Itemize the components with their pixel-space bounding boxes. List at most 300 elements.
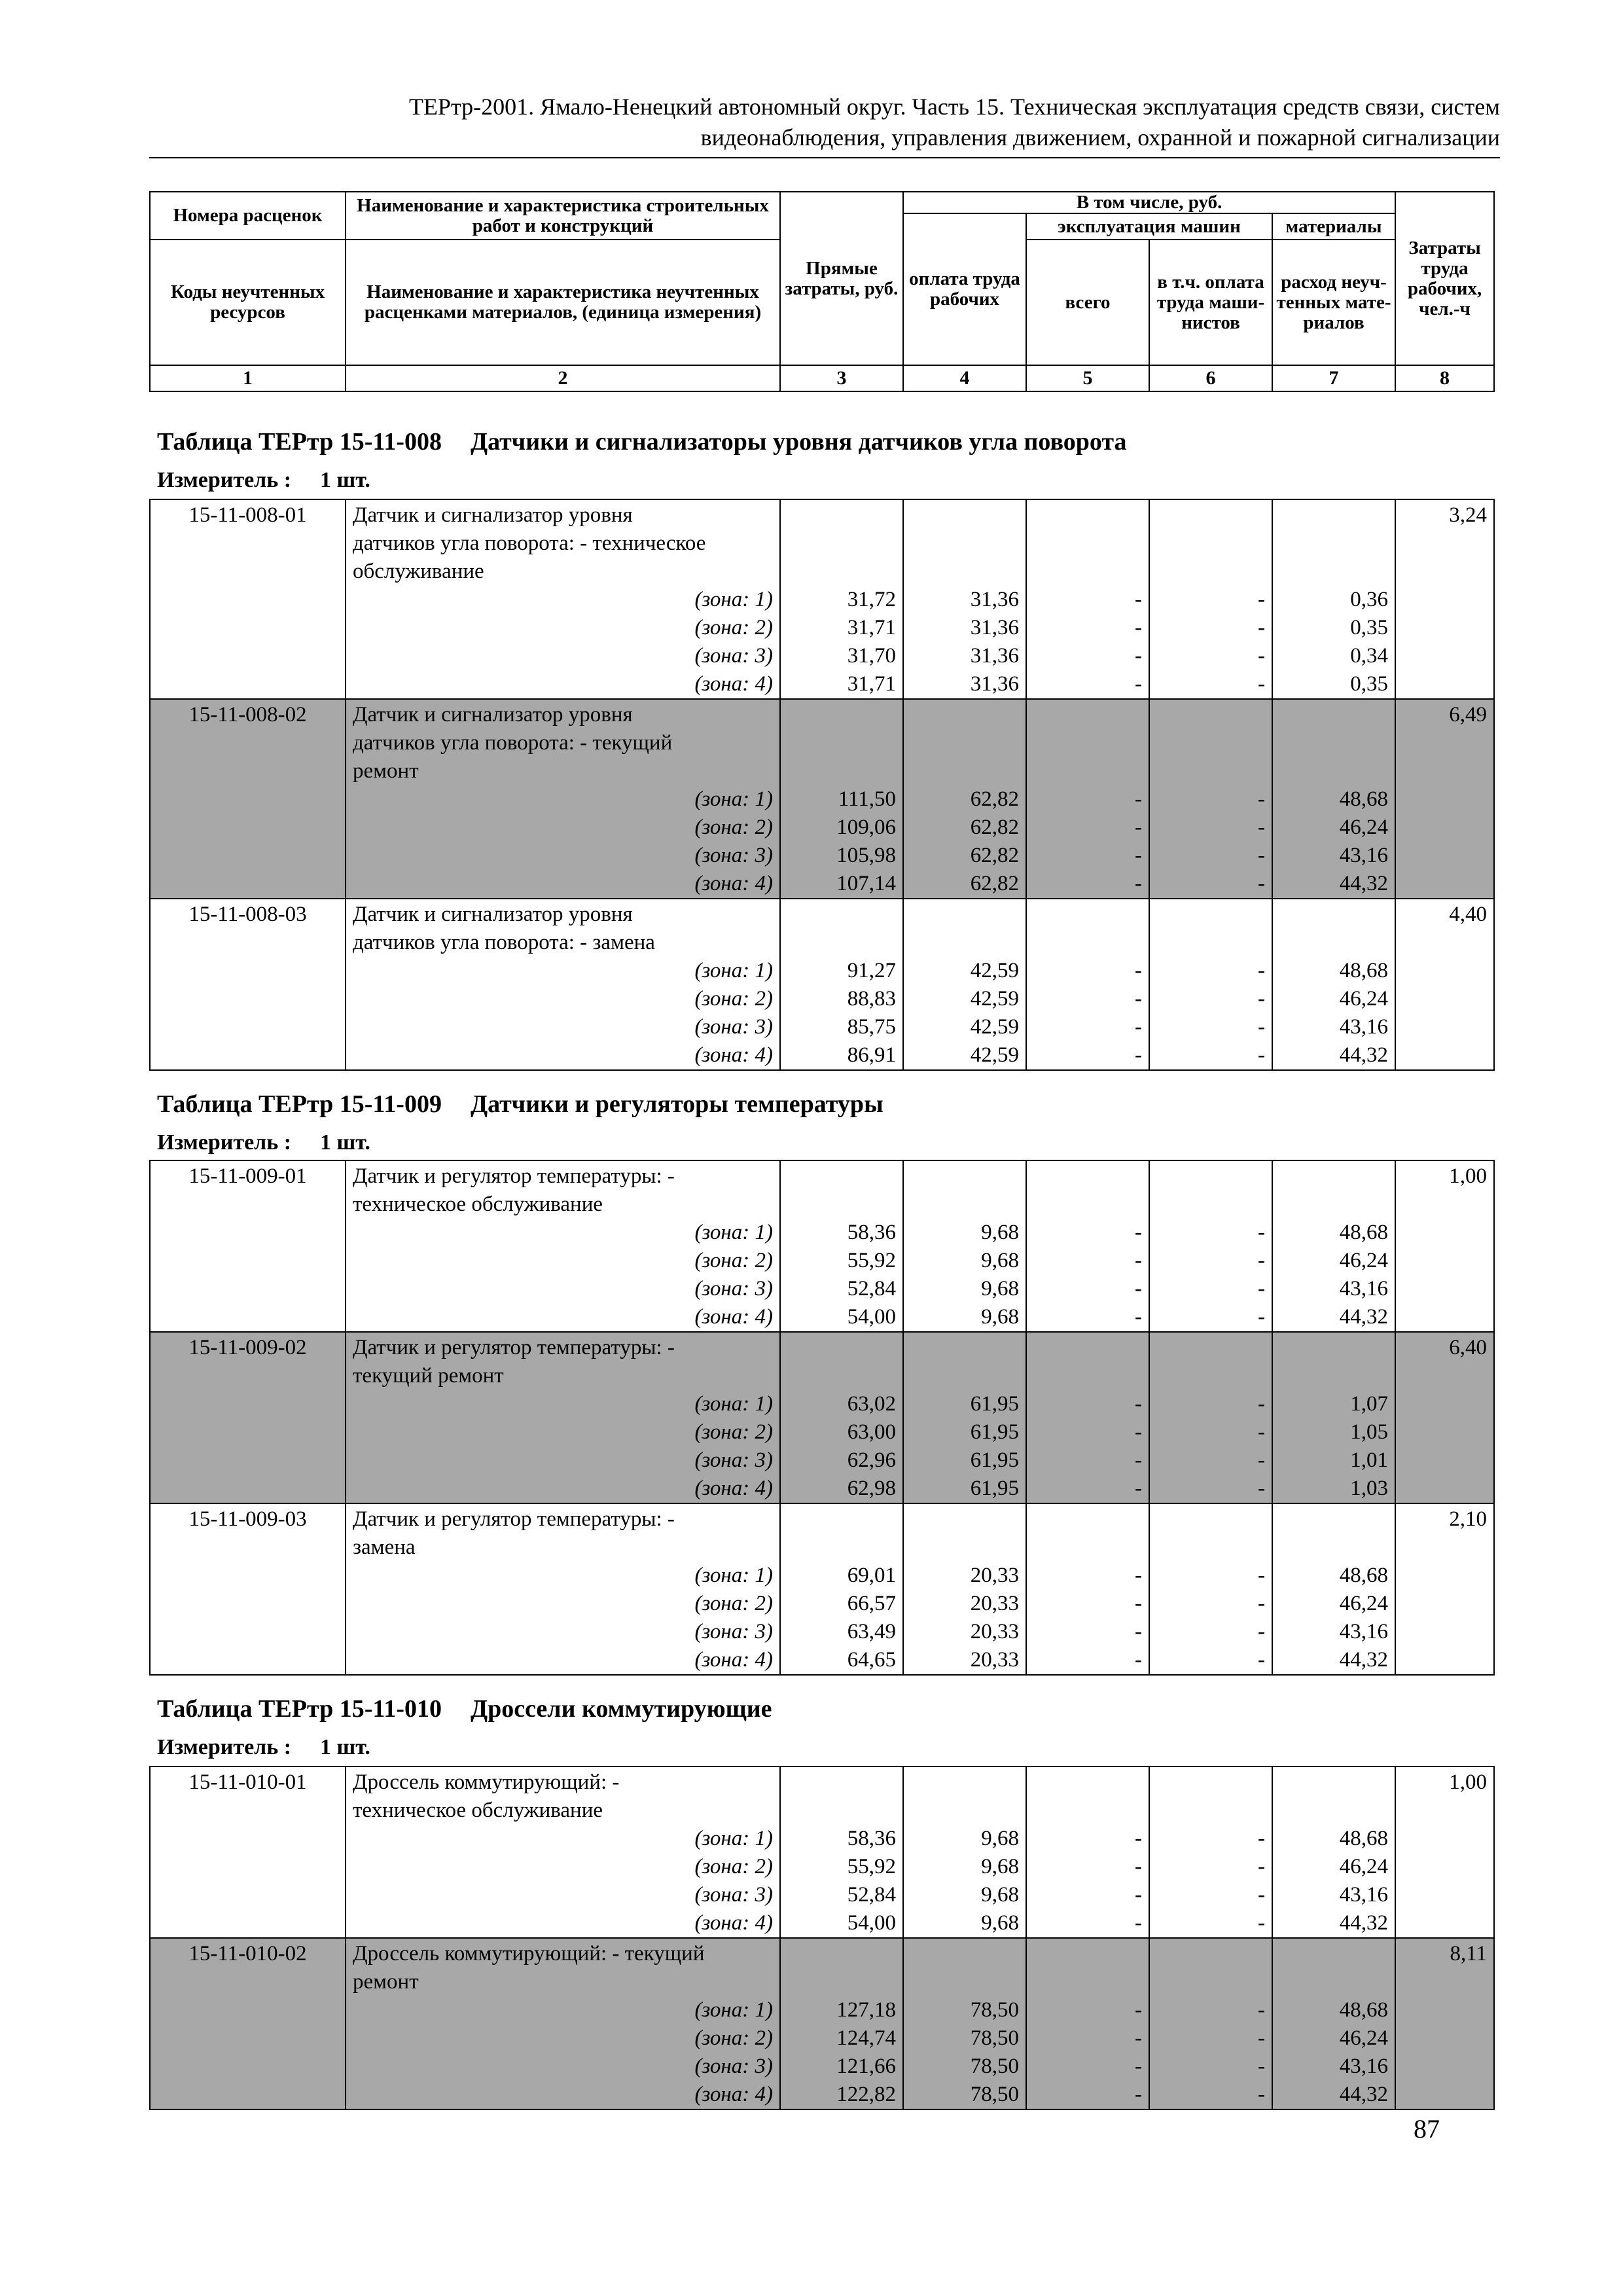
machines-total-cell <box>1026 699 1149 899</box>
labor-cost: 1,00 <box>1449 1770 1487 1794</box>
worker-wages: 62,82 <box>970 844 1019 867</box>
worker-wages: 78,50 <box>970 1998 1019 2022</box>
table-row <box>150 499 1494 699</box>
materials-cost: 0,36 <box>1350 588 1388 611</box>
machines-total: - <box>1135 1592 1142 1615</box>
materials-cost-cell <box>1272 1767 1395 1938</box>
machinist-wages: - <box>1258 1392 1265 1416</box>
materials-cost: 44,32 <box>1339 872 1388 895</box>
rate-name-line: датчиков угла поворота: - текущий <box>353 731 673 755</box>
materials-cost-cell <box>1272 1938 1395 2109</box>
zone-label: (зона: 2) <box>694 1592 773 1615</box>
materials-cost: 44,32 <box>1339 1043 1388 1067</box>
zone-label: (зона: 1) <box>694 1998 773 2022</box>
col-1-bottom: Коды неучтенных ресурсов <box>150 240 346 365</box>
col-6-header: в т.ч. оплата труда маши-нистов <box>1149 240 1272 365</box>
direct-cost: 31,71 <box>847 616 896 639</box>
zone-label: (зона: 4) <box>694 1305 773 1329</box>
direct-cost: 121,66 <box>836 2054 896 2078</box>
rate-code-cell <box>150 1503 346 1675</box>
machines-total: - <box>1135 644 1142 668</box>
materials-cost: 1,05 <box>1350 1420 1388 1444</box>
measure-label: Измеритель : <box>157 1735 292 1759</box>
materials-cost: 1,01 <box>1350 1448 1388 1472</box>
machinist-wages-cell <box>1149 499 1272 699</box>
labor-cost-cell <box>1395 1767 1494 1938</box>
labor-cost-cell <box>1395 1503 1494 1675</box>
col-incl-header: В том числе, руб. <box>903 192 1395 213</box>
labor-cost: 8,11 <box>1450 1942 1487 1965</box>
machinist-wages: - <box>1258 1305 1265 1329</box>
worker-wages: 61,95 <box>970 1420 1019 1444</box>
machinist-wages: - <box>1258 1592 1265 1615</box>
materials-cost: 43,16 <box>1339 1277 1388 1300</box>
labor-cost-cell <box>1395 699 1494 899</box>
direct-cost: 63,00 <box>847 1420 896 1444</box>
worker-wages: 42,59 <box>970 1043 1019 1067</box>
col-num-1: 1 <box>150 365 346 391</box>
machines-total: - <box>1135 1998 1142 2022</box>
machinist-wages: - <box>1258 1221 1265 1244</box>
labor-cost: 3,24 <box>1449 503 1487 527</box>
machines-total: - <box>1135 2026 1142 2050</box>
measure-line <box>157 467 370 493</box>
zone-label: (зона: 3) <box>694 1277 773 1300</box>
worker-wages-cell <box>903 899 1026 1070</box>
measure-unit: 1 шт. <box>320 468 370 492</box>
machinist-wages-cell <box>1149 1767 1272 1938</box>
zone-label: (зона: 1) <box>694 1221 773 1244</box>
machinist-wages: - <box>1258 2083 1265 2106</box>
machines-total: - <box>1135 1477 1142 1500</box>
table-row <box>150 1938 1494 2109</box>
machinist-wages: - <box>1258 1477 1265 1500</box>
rates-table <box>149 1766 1495 2110</box>
direct-cost: 69,01 <box>847 1564 896 1587</box>
machinist-wages: - <box>1258 1420 1265 1444</box>
worker-wages: 9,68 <box>981 1855 1019 1878</box>
rate-name-cell <box>346 499 780 699</box>
machinist-wages: - <box>1258 1827 1265 1850</box>
zone-label: (зона: 4) <box>694 672 773 696</box>
materials-cost: 43,16 <box>1339 1620 1388 1643</box>
direct-cost: 62,98 <box>847 1477 896 1500</box>
worker-wages: 31,36 <box>970 616 1019 639</box>
col-2-top: Наименование и характеристика строительных работ и конструкций <box>346 192 780 240</box>
running-header <box>149 92 1500 153</box>
table-name: Датчики и регуляторы температуры <box>470 1090 883 1118</box>
worker-wages: 31,36 <box>970 672 1019 696</box>
zone-label: (зона: 4) <box>694 2083 773 2106</box>
rate-code-cell <box>150 499 346 699</box>
machines-total: - <box>1135 1564 1142 1587</box>
worker-wages: 62,82 <box>970 787 1019 811</box>
table-row <box>150 1332 1494 1503</box>
labor-cost: 4,40 <box>1449 903 1487 926</box>
labor-cost: 6,40 <box>1449 1336 1487 1359</box>
zone-label: (зона: 2) <box>694 616 773 639</box>
direct-cost: 31,70 <box>847 644 896 668</box>
machines-total: - <box>1135 1392 1142 1416</box>
machines-total-cell <box>1026 1767 1149 1938</box>
worker-wages: 61,95 <box>970 1392 1019 1416</box>
zone-label: (зона: 2) <box>694 1420 773 1444</box>
measure-label: Измеритель : <box>157 1130 292 1155</box>
worker-wages: 20,33 <box>970 1648 1019 1672</box>
materials-cost: 43,16 <box>1339 1015 1388 1039</box>
header-line-2: видеонаблюдения, управления движением, охранной и пожарной сигнализации <box>700 124 1500 151</box>
materials-cost: 48,68 <box>1339 1221 1388 1244</box>
worker-wages-cell <box>903 1160 1026 1332</box>
machines-total: - <box>1135 672 1142 696</box>
rate-code-cell <box>150 1160 346 1332</box>
table-row <box>150 1160 1494 1332</box>
machines-total-cell <box>1026 899 1149 1070</box>
worker-wages: 9,68 <box>981 1221 1019 1244</box>
worker-wages: 20,33 <box>970 1592 1019 1615</box>
machinist-wages: - <box>1258 1648 1265 1672</box>
materials-cost: 48,68 <box>1339 1998 1388 2022</box>
materials-cost-cell <box>1272 1160 1395 1332</box>
labor-cost-cell <box>1395 1160 1494 1332</box>
machines-total: - <box>1135 616 1142 639</box>
materials-cost: 44,32 <box>1339 2083 1388 2106</box>
table-row <box>150 699 1494 899</box>
machinist-wages: - <box>1258 1883 1265 1907</box>
materials-cost: 1,03 <box>1350 1477 1388 1500</box>
machinist-wages: - <box>1258 672 1265 696</box>
measure-line <box>157 1734 370 1761</box>
table-row <box>150 1767 1494 1938</box>
rate-name-cell <box>346 1160 780 1332</box>
machines-total: - <box>1135 1420 1142 1444</box>
rate-name-line: Датчик и регулятор температуры: - <box>353 1164 675 1188</box>
materials-cost: 44,32 <box>1339 1305 1388 1329</box>
materials-cost-cell <box>1272 1332 1395 1503</box>
measure-label: Измеритель : <box>157 468 292 492</box>
materials-cost-cell <box>1272 899 1395 1070</box>
machinist-wages: - <box>1258 816 1265 839</box>
direct-cost: 105,98 <box>836 844 896 867</box>
worker-wages-cell <box>903 1332 1026 1503</box>
zone-label: (зона: 1) <box>694 1827 773 1850</box>
worker-wages: 78,50 <box>970 2026 1019 2050</box>
col-num-7: 7 <box>1272 365 1395 391</box>
machines-total: - <box>1135 588 1142 611</box>
materials-cost-cell <box>1272 499 1395 699</box>
page-number: 87 <box>1414 2114 1440 2144</box>
direct-cost: 111,50 <box>838 787 896 811</box>
header-rule <box>149 157 1500 158</box>
column-header-table <box>149 191 1495 392</box>
worker-wages: 31,36 <box>970 644 1019 668</box>
machines-total: - <box>1135 2083 1142 2106</box>
zone-label: (зона: 4) <box>694 1911 773 1935</box>
table-name: Дроссели коммутирующие <box>470 1695 772 1723</box>
machinist-wages: - <box>1258 1911 1265 1935</box>
machines-total: - <box>1135 1855 1142 1878</box>
materials-cost: 1,07 <box>1350 1392 1388 1416</box>
direct-cost: 62,96 <box>847 1448 896 1472</box>
materials-cost: 44,32 <box>1339 1911 1388 1935</box>
materials-cost: 43,16 <box>1339 2054 1388 2078</box>
direct-cost: 85,75 <box>847 1015 896 1039</box>
direct-cost: 31,72 <box>847 588 896 611</box>
col-num-4: 4 <box>903 365 1026 391</box>
direct-cost: 58,36 <box>847 1827 896 1850</box>
machines-total: - <box>1135 1277 1142 1300</box>
zone-label: (зона: 2) <box>694 816 773 839</box>
direct-cost: 52,84 <box>847 1277 896 1300</box>
rate-name-cell <box>346 1503 780 1675</box>
rate-code: 15-11-008-02 <box>188 703 307 726</box>
materials-cost: 48,68 <box>1339 1827 1388 1850</box>
measure-unit: 1 шт. <box>320 1130 370 1155</box>
zone-label: (зона: 3) <box>694 2054 773 2078</box>
machines-total-cell <box>1026 1160 1149 1332</box>
machines-total-cell <box>1026 1332 1149 1503</box>
worker-wages: 9,68 <box>981 1277 1019 1300</box>
rate-code-cell <box>150 899 346 1070</box>
worker-wages: 42,59 <box>970 1015 1019 1039</box>
table-row <box>150 1503 1494 1675</box>
materials-cost: 0,35 <box>1350 672 1388 696</box>
machines-total: - <box>1135 872 1142 895</box>
rate-name-line: ремонт <box>353 759 419 783</box>
rate-code: 15-11-009-03 <box>188 1507 307 1531</box>
materials-cost: 43,16 <box>1339 844 1388 867</box>
table-id: Таблица ТЕРтр 15-11-010 <box>157 1695 442 1723</box>
direct-cost: 55,92 <box>847 1249 896 1272</box>
rate-name-cell <box>346 1767 780 1938</box>
machines-total-cell <box>1026 1503 1149 1675</box>
col-num-2: 2 <box>346 365 780 391</box>
rate-name-line: техническое обслуживание <box>353 1799 603 1822</box>
direct-cost: 31,71 <box>847 672 896 696</box>
direct-cost: 107,14 <box>836 872 896 895</box>
direct-cost: 52,84 <box>847 1883 896 1907</box>
worker-wages: 61,95 <box>970 1448 1019 1472</box>
zone-label: (зона: 4) <box>694 1477 773 1500</box>
rate-code: 15-11-009-02 <box>188 1336 307 1359</box>
rate-code-cell <box>150 1938 346 2109</box>
worker-wages: 42,59 <box>970 987 1019 1011</box>
machines-total: - <box>1135 987 1142 1011</box>
direct-cost: 109,06 <box>836 816 896 839</box>
worker-wages: 9,68 <box>981 1305 1019 1329</box>
machinist-wages-cell <box>1149 1503 1272 1675</box>
direct-cost: 86,91 <box>847 1043 896 1067</box>
machinist-wages: - <box>1258 616 1265 639</box>
machinist-wages: - <box>1258 1277 1265 1300</box>
machines-total-cell <box>1026 1938 1149 2109</box>
worker-wages: 42,59 <box>970 959 1019 982</box>
worker-wages-cell <box>903 699 1026 899</box>
zone-label: (зона: 2) <box>694 2026 773 2050</box>
direct-cost-cell <box>780 1160 903 1332</box>
zone-label: (зона: 1) <box>694 588 773 611</box>
rate-name-line: Дроссель коммутирующий: - текущий <box>353 1942 705 1965</box>
machinist-wages: - <box>1258 844 1265 867</box>
zone-label: (зона: 1) <box>694 1392 773 1416</box>
materials-cost: 46,24 <box>1339 1592 1388 1615</box>
rate-name-cell <box>346 1332 780 1503</box>
machinist-wages: - <box>1258 2054 1265 2078</box>
direct-cost-cell <box>780 1767 903 1938</box>
machinist-wages: - <box>1258 2026 1265 2050</box>
zone-label: (зона: 3) <box>694 644 773 668</box>
measure-line <box>157 1130 370 1156</box>
rate-name-line: Датчик и регулятор температуры: - <box>353 1336 675 1359</box>
rate-name-line: Датчик и сигнализатор уровня <box>353 503 633 527</box>
worker-wages: 61,95 <box>970 1477 1019 1500</box>
direct-cost: 54,00 <box>847 1911 896 1935</box>
materials-cost: 46,24 <box>1339 987 1388 1011</box>
materials-cost-cell <box>1272 1503 1395 1675</box>
machinist-wages: - <box>1258 1855 1265 1878</box>
rate-name-line: ремонт <box>353 1970 419 1994</box>
zone-label: (зона: 3) <box>694 844 773 867</box>
table-name: Датчики и сигнализаторы уровня датчиков угла поворота <box>470 428 1127 456</box>
zone-label: (зона: 4) <box>694 872 773 895</box>
worker-wages-cell <box>903 1767 1026 1938</box>
rate-code-cell <box>150 699 346 899</box>
direct-cost: 66,57 <box>847 1592 896 1615</box>
direct-cost: 122,82 <box>836 2083 896 2106</box>
machines-total: - <box>1135 844 1142 867</box>
zone-label: (зона: 3) <box>694 1448 773 1472</box>
machines-total: - <box>1135 1249 1142 1272</box>
machinist-wages: - <box>1258 1043 1265 1067</box>
machines-total: - <box>1135 1911 1142 1935</box>
machines-total-cell <box>1026 499 1149 699</box>
col-5-header: всего <box>1026 240 1149 365</box>
col-4-header: оплата труда рабочих <box>903 213 1026 365</box>
machines-total: - <box>1135 1883 1142 1907</box>
zone-label: (зона: 4) <box>694 1648 773 1672</box>
direct-cost: 54,00 <box>847 1305 896 1329</box>
materials-cost: 48,68 <box>1339 959 1388 982</box>
rate-code: 15-11-008-01 <box>188 503 307 527</box>
materials-cost: 46,24 <box>1339 1249 1388 1272</box>
worker-wages-cell <box>903 1503 1026 1675</box>
zone-label: (зона: 3) <box>694 1620 773 1643</box>
table-id: Таблица ТЕРтр 15-11-008 <box>157 428 442 456</box>
direct-cost-cell <box>780 899 903 1070</box>
worker-wages-cell <box>903 499 1026 699</box>
labor-cost-cell <box>1395 1938 1494 2109</box>
labor-cost: 6,49 <box>1449 703 1487 726</box>
measure-unit: 1 шт. <box>320 1735 370 1759</box>
machinist-wages: - <box>1258 1448 1265 1472</box>
rates-table <box>149 499 1495 1071</box>
machines-total: - <box>1135 959 1142 982</box>
machines-total: - <box>1135 787 1142 811</box>
machines-total: - <box>1135 1305 1142 1329</box>
worker-wages: 31,36 <box>970 588 1019 611</box>
materials-cost-cell <box>1272 699 1395 899</box>
zone-label: (зона: 2) <box>694 1855 773 1878</box>
machinist-wages: - <box>1258 1620 1265 1643</box>
worker-wages: 62,82 <box>970 816 1019 839</box>
machines-total: - <box>1135 1043 1142 1067</box>
machines-total: - <box>1135 1648 1142 1672</box>
machinist-wages: - <box>1258 872 1265 895</box>
worker-wages-cell <box>903 1938 1026 2109</box>
section-title <box>157 1694 772 1724</box>
col-2-bottom: Наименование и характеристика неучтенных расценками материалов, (единица измерения) <box>346 240 780 365</box>
rate-code: 15-11-010-02 <box>188 1942 307 1965</box>
direct-cost: 88,83 <box>847 987 896 1011</box>
direct-cost: 63,49 <box>847 1620 896 1643</box>
rate-name-line: техническое обслуживание <box>353 1193 603 1216</box>
col-machines-header: эксплуатация машин <box>1026 213 1272 240</box>
zone-label: (зона: 1) <box>694 1564 773 1587</box>
direct-cost: 55,92 <box>847 1855 896 1878</box>
worker-wages: 20,33 <box>970 1620 1019 1643</box>
col-num-8: 8 <box>1395 365 1494 391</box>
col-num-3: 3 <box>780 365 903 391</box>
machines-total: - <box>1135 1620 1142 1643</box>
machines-total: - <box>1135 1015 1142 1039</box>
machinist-wages: - <box>1258 787 1265 811</box>
direct-cost-cell <box>780 499 903 699</box>
machines-total: - <box>1135 2054 1142 2078</box>
zone-label: (зона: 1) <box>694 787 773 811</box>
worker-wages: 9,68 <box>981 1827 1019 1850</box>
direct-cost: 64,65 <box>847 1648 896 1672</box>
machinist-wages-cell <box>1149 1160 1272 1332</box>
rate-code: 15-11-009-01 <box>188 1164 307 1188</box>
zone-label: (зона: 4) <box>694 1043 773 1067</box>
rate-name-line: датчиков угла поворота: - техническое <box>353 531 706 555</box>
labor-cost-cell <box>1395 899 1494 1070</box>
direct-cost-cell <box>780 699 903 899</box>
zone-label: (зона: 1) <box>694 959 773 982</box>
materials-cost: 46,24 <box>1339 1855 1388 1878</box>
worker-wages: 78,50 <box>970 2054 1019 2078</box>
direct-cost: 63,02 <box>847 1392 896 1416</box>
materials-cost: 43,16 <box>1339 1883 1388 1907</box>
machinist-wages-cell <box>1149 899 1272 1070</box>
machinist-wages: - <box>1258 1564 1265 1587</box>
zone-label: (зона: 2) <box>694 987 773 1011</box>
materials-cost: 0,35 <box>1350 616 1388 639</box>
machinist-wages-cell <box>1149 1938 1272 2109</box>
direct-cost-cell <box>780 1503 903 1675</box>
machines-total: - <box>1135 1221 1142 1244</box>
section-title <box>157 1089 883 1119</box>
rate-name-line: Датчик и регулятор температуры: - <box>353 1507 675 1531</box>
machinist-wages: - <box>1258 987 1265 1011</box>
rates-table <box>149 1160 1495 1676</box>
direct-cost: 124,74 <box>836 2026 896 2050</box>
rate-name-line: текущий ремонт <box>353 1364 504 1388</box>
materials-cost: 46,24 <box>1339 2026 1388 2050</box>
machines-total: - <box>1135 1827 1142 1850</box>
direct-cost-cell <box>780 1938 903 2109</box>
rate-name-line: замена <box>353 1535 416 1559</box>
machinist-wages-cell <box>1149 1332 1272 1503</box>
col-3-header: Прямые затраты, руб. <box>780 192 903 365</box>
rate-name-line: Датчик и сигнализатор уровня <box>353 903 633 926</box>
machinist-wages-cell <box>1149 699 1272 899</box>
worker-wages: 9,68 <box>981 1249 1019 1272</box>
rate-name-line: Дроссель коммутирующий: - <box>353 1770 620 1794</box>
section-title <box>157 427 1126 457</box>
materials-cost: 48,68 <box>1339 787 1388 811</box>
machinist-wages: - <box>1258 1998 1265 2022</box>
